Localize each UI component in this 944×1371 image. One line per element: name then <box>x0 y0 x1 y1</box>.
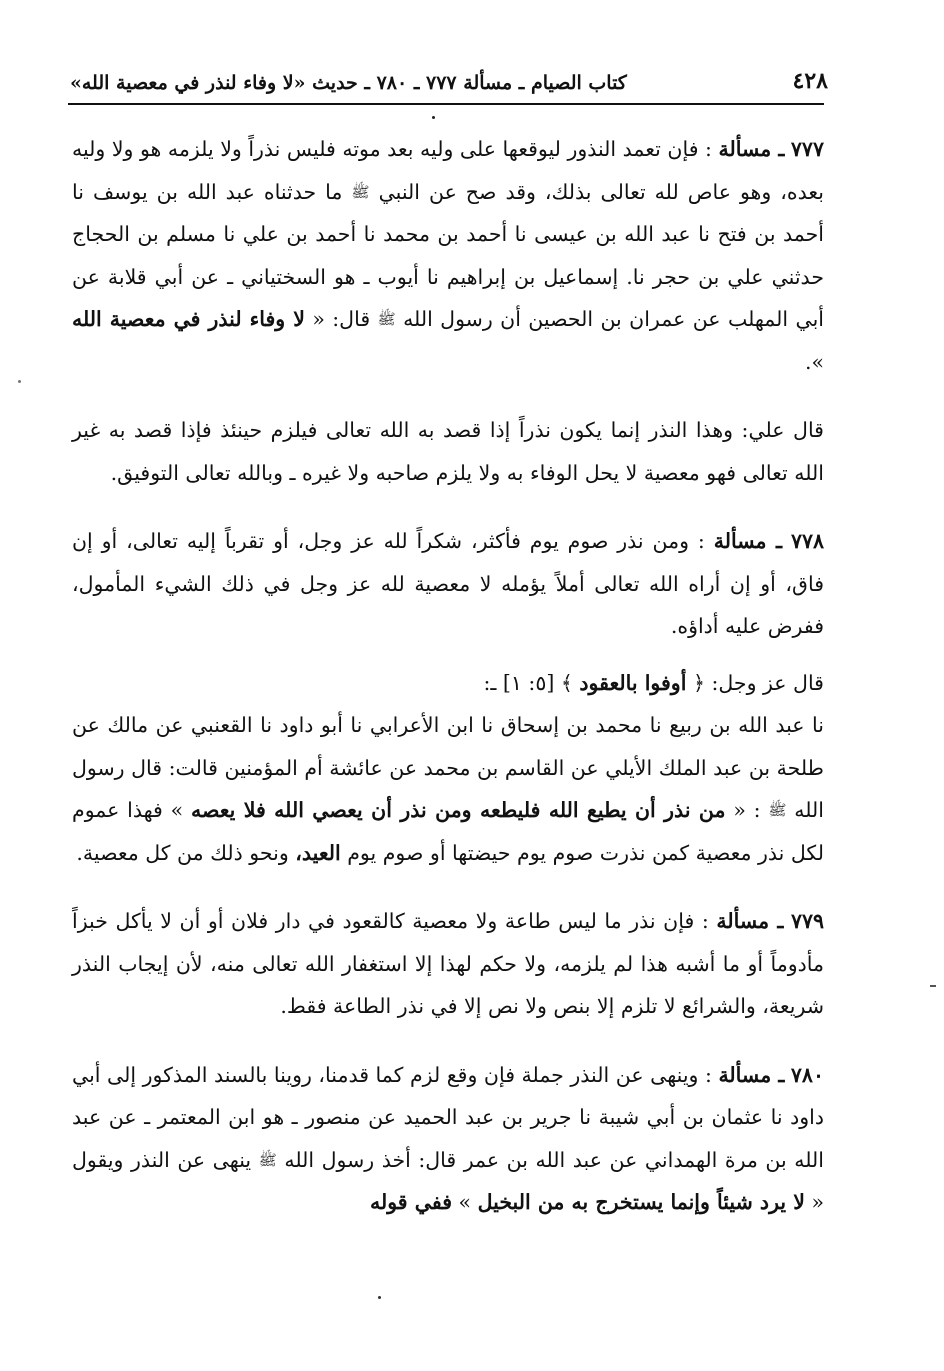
paragraph-777: ٧٧٧ ـ مسألة : فإن تعمد النذور ليوقعها على وليه بعد موته فليس نذراً ولا يلزمه هو ولا وليه بعده، وهو عاص لله تعالى بذلك، وقد صح عن النبي ﷺ ما حدثناه عبد الله بن يوسف نا أحمد بن فتح نا عبد الله بن عيسى نا أحمد بن محمد نا أحمد بن علي نا مسلم بن الحجاج حدثني علي بن حجر نا. إسماعيل بن إبراهيم نا أيوب ـ هو السختياني ـ عن أبي قلابة عن أبي المهلب عن عمران بن الحصين أن رسول الله ﷺ قال: « لا وفاء لنذر في معصية الله ». <box>72 137 824 374</box>
issue-number: ٧٧٩ <box>790 909 824 933</box>
paragraph-hadith-aisha <box>72 704 824 874</box>
salla-glyph: ﷺ <box>377 310 396 328</box>
paragraph-verse <box>72 662 824 705</box>
issue-number: ٧٧٨ <box>790 529 824 553</box>
scan-speck <box>378 1296 381 1299</box>
paragraph-text: : فإن نذر ما ليس طاعة ولا معصية كالقعود في دار فلان أو أن لا يأكل خبزاً مأدوماً أو ما أشبه هذا لم يلزمه، ولا حكم لهذا إلا استغفار الله تعالى منه، لأن إيجاب النذر شريعة، والشرائع لا تلزم إلا بنص ولا نص إلا في نذر الطاعة فقط. <box>72 909 824 1018</box>
body-text <box>72 128 824 1224</box>
paragraph-778: ٧٧٨ ـ مسألة : ومن نذر صوم يوم فأكثر، شكراً لله عز وجل، أو تقرباً إليه تعالى، أو إن فاق، أو إن أراه الله تعالى أملاً يؤمله لا معصية لله عز وجل في ذلك الشيء المأمول، ففرض عليه أداؤه. <box>72 529 824 638</box>
paragraph-text: : « <box>733 798 761 822</box>
quran-verse: أوفوا بالعقود <box>579 670 687 695</box>
paragraph-780: ٧٨٠ ـ مسألة : وينهى عن النذر جملة فإن وقع لزم كما قدمنا، روينا بالسند المذكور إلى أبي داود نا عثمان بن أبي شيبة نا جرير بن عبد الحميد عن منصور ـ هو ابن المعتمر ـ عن عبد الله بن مرة الهمداني عن عبد الله بن عمر قال: أخذ رسول الله ﷺ ينهى عن النذر ويقول « لا يرد شيئاً وإنما يستخرج به من البخيل » ففي قوله <box>72 1062 824 1214</box>
scan-speck <box>18 380 21 383</box>
paragraph-text: : وينهى عن النذر جملة فإن وقع لزم كما قدمنا، روينا بالسند المذكور إلى أبي داود نا عثمان بن أبي شيبة نا جرير بن عبد الحميد عن منصور ـ هو ابن المعتمر ـ عن عبد الله بن مرة الهمداني عن عبد الله بن عمر قال: أخذ رسول الله <box>72 1062 824 1172</box>
issue-label: مسألة <box>713 529 767 553</box>
issue-label: مسألة <box>716 909 770 933</box>
page-number: ٤٢٨ <box>792 68 828 94</box>
paragraph-779: ٧٧٩ ـ مسألة : فإن نذر ما ليس طاعة ولا معصية كالقعود في دار فلان أو أن لا يأكل خبزاً مأدوماً أو ما أشبه هذا لم يلزمه، ولا حكم لهذا إلا استغفار الله تعالى منه، لأن إيجاب النذر شريعة، والشرائع لا تلزم إلا بنص ولا نص إلا في نذر الطاعة فقط. <box>72 909 824 1018</box>
paragraph-text: » فهذا عموم لكل نذر معصية كمن نذرت صوم يوم حيضتها أو صوم يوم <box>72 798 824 865</box>
hadith-quote: لا يرد شيئاً وإنما يستخرج به من البخيل <box>477 1190 805 1214</box>
paragraph-text: نا عبد الله بن ربيع نا محمد بن إسحاق نا ابن الأعرابي نا أبو داود نا القعنبي عن مالك عن طلحة بن عبد الملك الأيلي عن القاسم بن محمد عن عائشة أم المؤمنين قالت: قال رسول الله <box>72 713 824 822</box>
issue-number: ٧٧٧ <box>790 137 824 161</box>
paragraph-text: » <box>458 1190 472 1214</box>
page-header <box>70 58 828 94</box>
running-head: كتاب الصيام ـ مسألة ٧٧٧ ـ ٧٨٠ ـ حديث «لا وفاء لنذر في معصية الله» <box>70 72 627 94</box>
header-rule <box>68 103 824 105</box>
paragraph-text-bold: ففي قوله <box>369 1190 452 1214</box>
salla-glyph: ﷺ <box>768 801 787 819</box>
issue-label: مسألة <box>718 137 772 161</box>
scan-speck <box>432 116 435 119</box>
paragraph-text: : ومن نذر صوم يوم فأكثر، شكراً لله عز وجل، أو تقرباً إليه تعالى، أو إن فاق، أو إن أراه الله تعالى أملاً يؤمله لا معصية لله عز وجل في ذلك الشيء المأمول، ففرض عليه أداؤه. <box>72 529 824 638</box>
paragraph-text: : فإن تعمد النذور ليوقعها على وليه بعد موته فليس نذراً ولا يلزمه هو ولا وليه بعده، وهو عاص لله تعالى بذلك، وقد صح عن النبي <box>72 137 824 204</box>
paragraph-text: ونحو ذلك من كل معصية. <box>76 840 289 865</box>
hadith-quote: لا وفاء لنذر في معصية الله <box>72 307 305 331</box>
paragraph-text: ». <box>804 349 824 374</box>
issue-number: ٧٨٠ <box>790 1062 824 1087</box>
hadith-quote: من نذر أن يطيع الله فليطعه ومن نذر أن يعصي الله فلا يعصه <box>190 798 726 822</box>
issue-label: مسألة <box>718 1062 772 1087</box>
eid-word: العيد، <box>295 840 341 865</box>
paragraph-text: ما حدثناه عبد الله بن يوسف نا أحمد بن فتح نا عبد الله بن عيسى نا أحمد بن محمد نا أحمد بن علي نا مسلم بن الحجاج حدثني علي بن حجر نا. إسماعيل بن إبراهيم نا أيوب ـ هو السختياني ـ عن أبي قلابة عن أبي المهلب عن عمران بن الحصين أن رسول الله <box>72 179 824 331</box>
paragraph-text: ينهى عن النذر ويقول « <box>72 1147 824 1214</box>
paragraph-text: ﴾ [٥: ١] ـ: <box>483 670 573 695</box>
paragraph-ali-comment: قال علي: وهذا النذر إنما يكون نذراً إذا قصد به الله تعالى فيلزم حينئذ فإذا قصد به غير الله تعالى فهو معصية لا يحل الوفاء به ولا يلزم صاحبه ولا غيره ـ وبالله تعالى التوفيق. <box>72 418 824 485</box>
paragraph-text: قال: « <box>312 307 371 331</box>
paragraph-text: قال عز وجل: ﴿ <box>692 670 824 695</box>
salla-glyph: ﷺ <box>351 182 370 201</box>
scan-speck <box>930 985 936 987</box>
salla-glyph: ﷺ <box>258 1150 277 1169</box>
